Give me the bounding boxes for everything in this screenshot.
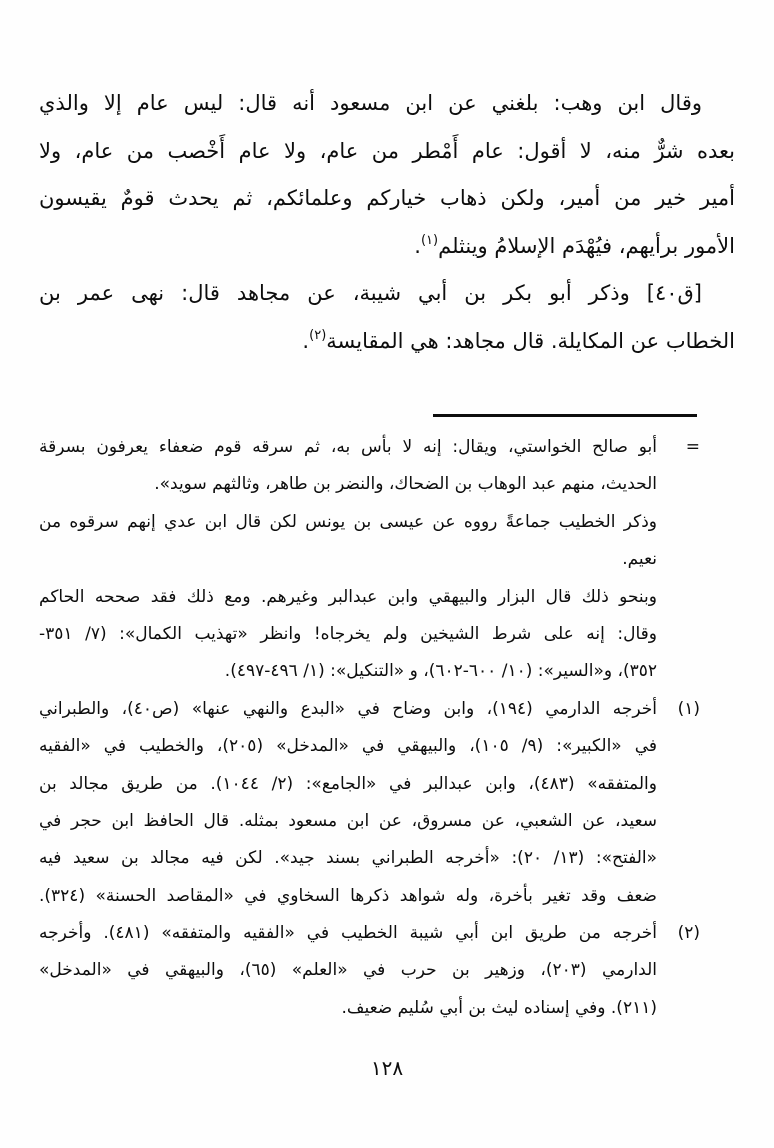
footnote-line: وبنحو ذلك قال البزار والبيهقي وابن عبدالبر وغيرهم. ومع ذلك فقد صححه الحاكم bbox=[39, 586, 657, 607]
footnote-content bbox=[39, 691, 657, 915]
footnote-separator bbox=[433, 414, 697, 417]
paragraph-1 bbox=[39, 80, 735, 270]
text-run: الخطاب عن المكايلة. قال مجاهد: هي المقايسة bbox=[326, 328, 735, 353]
text-run: . bbox=[414, 233, 421, 258]
footnote-line: نعيم. bbox=[622, 549, 657, 570]
footnote-1 bbox=[39, 691, 700, 915]
text-line bbox=[39, 318, 735, 366]
footnote-2 bbox=[39, 915, 700, 1027]
footnote-line: (٢١١). وفي إسناده ليث بن أبي سُليم ضعيف. bbox=[341, 997, 657, 1018]
footnotes-section bbox=[39, 429, 700, 1027]
footnote-line: أخرجه الدارمي (١٩٤)، وابن وضاح في «البدع والنهي عنها» (ص٤٠)، والطبراني bbox=[39, 698, 657, 719]
text-line bbox=[39, 223, 735, 271]
footnote-line: سعيد، عن الشعبي، عن مسروق، عن ابن مسعود بمثله. قال الحافظ ابن حجر في bbox=[39, 810, 657, 831]
footnote-marker-equals: = bbox=[685, 437, 700, 457]
footnote-content bbox=[39, 915, 657, 1027]
footnote-line: الحديث، منهم عبد الوهاب بن الضحاك، والنضر بن طاهر، وثالثهم سويد». bbox=[154, 474, 657, 495]
footnote-line: ضعف وقد تغير بأخرة، وله شواهد ذكرها السخاوي في «المقاصد الحسنة» (٣٢٤). bbox=[39, 885, 657, 906]
text-line: أمير خير من أمير، ولكن ذهاب خياركم وعلمائكم، ثم يحدث قومٌ يقيسون bbox=[39, 186, 735, 210]
footnote-line: أخرجه من طريق ابن أبي شيبة الخطيب في «الفقيه والمتفقه» (٤٨١). وأخرجه bbox=[39, 923, 657, 944]
text-line: [ق٤٠] وذكر أبو بكر بن أبي شيبة، عن مجاهد قال: نهى عمر بن bbox=[39, 281, 702, 305]
text-line: وقال ابن وهب: بلغني عن ابن مسعود أنه قال: ليس عام إلا والذي bbox=[39, 91, 702, 115]
footnote-content bbox=[39, 429, 657, 691]
footnote-ref-1: (١) bbox=[420, 232, 439, 248]
text-line: بعده شرٌّ منه، لا أقول: عام أَمْطر من عام، ولا عام أَخْصب من عام، ولا bbox=[39, 138, 735, 163]
footnote-line: أبو صالح الخواستي، ويقال: إنه لا بأس به، ثم سرقه قوم ضعفاء يعرفون بسرقة bbox=[39, 437, 657, 457]
footnote-line: في «الكبير»: (٩/ ١٠٥)، والبيهقي في «المدخل» (٢٠٥)، والخطيب في «الفقيه bbox=[39, 736, 657, 757]
paragraph-2 bbox=[39, 270, 735, 365]
footnote-line: ٣٥٢)، و«السير»: (١٠/ ٦٠٠-٦٠٢)، و «التنكيل»: (١/ ٤٩٦-٤٩٧). bbox=[224, 661, 657, 682]
footnote-line: والمتفقه» (٤٨٣)، وابن عبدالبر في «الجامع»: (٢/ ١٠٤٤). من طريق مجالد بن bbox=[39, 773, 657, 794]
footnote-marker-2: (٢) bbox=[677, 923, 700, 944]
footnote-line: وذكر الخطيب جماعةً رووه عن عيسى بن يونس لكن قال ابن عدي إنهم سرقوه من bbox=[39, 511, 657, 532]
footnote-line: «الفتح»: (١٣/ ٢٠): «أخرجه الطبراني بسند جيد». لكن فيه مجالد بن سعيد فيه bbox=[39, 848, 657, 869]
text-run: . bbox=[302, 328, 310, 353]
footnote-continuation bbox=[39, 429, 700, 691]
footnote-marker-1: (١) bbox=[677, 698, 700, 719]
footnote-line: وقال: إنه على شرط الشيخين ولم يخرجاه! وانظر «تهذيب الكمال»: (٧/ ٣٥١- bbox=[39, 623, 657, 644]
footnote-ref-2: (٢) bbox=[309, 327, 327, 343]
text-run: الأمور برأيهم، فيُهْدَم الإسلامُ وينثلم bbox=[438, 233, 735, 258]
main-text bbox=[39, 80, 735, 365]
footnote-line: الدارمي (٢٠٣)، وزهير بن حرب في «العلم» (٦٥)، والبيهقي في «المدخل» bbox=[39, 960, 657, 981]
page-number: ١٢٨ bbox=[370, 1056, 404, 1080]
